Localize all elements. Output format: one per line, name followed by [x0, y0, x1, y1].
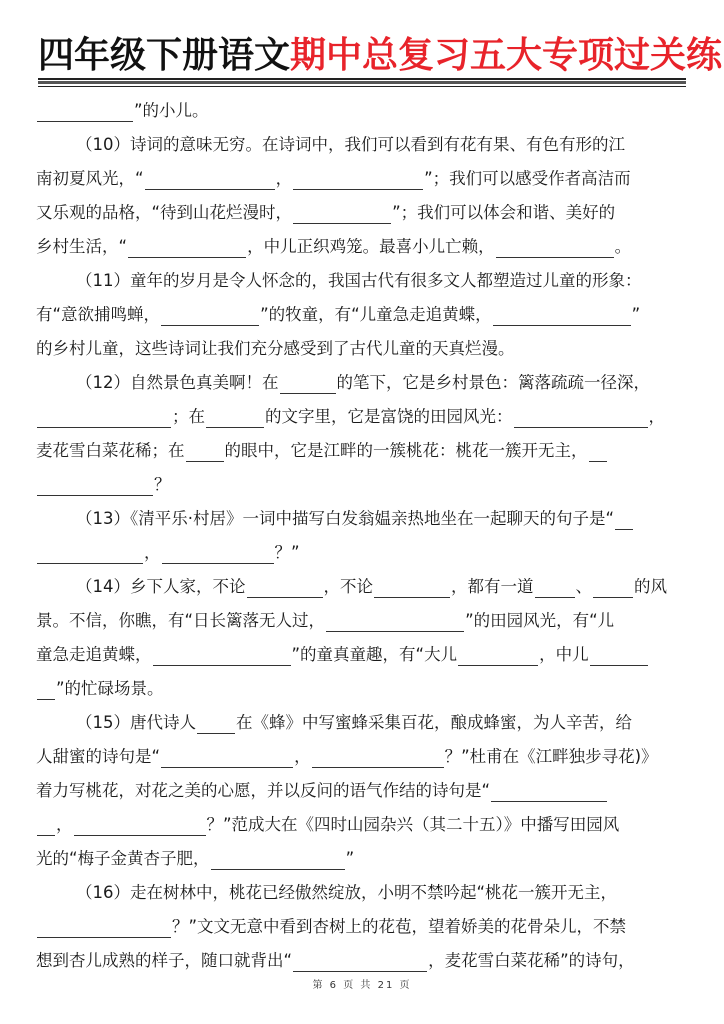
line-text: ”	[345, 849, 355, 868]
line-text: ？”杜甫在《江畔独步寻花)》	[444, 747, 658, 766]
text-line	[36, 502, 688, 536]
line-text: 着力写桃花，对花之美的心愿，并以反问的语气作结的诗句是“	[36, 781, 491, 800]
fill-in-blank[interactable]	[590, 645, 648, 666]
line-text: ”；我们可以感受作者高洁而	[424, 169, 631, 188]
line-text: 又乐观的品格，“待到山花烂漫时，	[36, 203, 293, 222]
text-line	[36, 774, 688, 808]
line-text: 的笔下，它是乡村景色：篱落疏疏一径深，	[336, 373, 650, 392]
line-text: ？”范成大在《四时山园杂兴（其二十五）》中播写田园风	[206, 815, 620, 834]
text-line	[36, 230, 688, 264]
text-line	[36, 298, 688, 332]
text-line	[36, 264, 688, 298]
line-text: ”的小儿。	[134, 101, 209, 120]
fill-in-blank[interactable]	[37, 679, 55, 700]
fill-in-blank[interactable]	[37, 101, 133, 122]
fill-in-blank[interactable]	[128, 237, 246, 258]
fill-in-blank[interactable]	[197, 713, 235, 734]
fill-in-blank[interactable]	[247, 577, 323, 598]
line-text: ？”	[274, 543, 300, 562]
fill-in-blank[interactable]	[74, 815, 206, 836]
line-text: ，不论	[323, 577, 373, 596]
line-text: ，	[648, 407, 665, 426]
line-text: ，	[294, 747, 311, 766]
fill-in-blank[interactable]	[615, 509, 633, 530]
line-text: ；在	[172, 407, 205, 426]
text-line	[36, 162, 688, 196]
fill-in-blank[interactable]	[37, 475, 153, 496]
fill-in-blank[interactable]	[535, 577, 575, 598]
text-line	[36, 638, 688, 672]
line-text: （10）诗词的意味无穷。在诗词中，我们可以看到有花有果、有色有形的江	[76, 135, 625, 154]
text-line	[36, 536, 688, 570]
line-text: 光的“梅子金黄杏子肥，	[36, 849, 210, 868]
title-rule-bottom	[38, 86, 686, 88]
text-line	[36, 468, 688, 502]
fill-in-blank[interactable]	[37, 543, 143, 564]
text-line	[36, 706, 688, 740]
text-line	[36, 910, 688, 944]
fill-in-blank[interactable]	[145, 169, 275, 190]
line-text: 人甜蜜的诗句是“	[36, 747, 161, 766]
line-text: 、	[575, 577, 592, 596]
text-line	[36, 94, 688, 128]
line-text: 想到杏儿成熟的样子，随口就背出“	[36, 951, 293, 970]
fill-in-blank[interactable]	[161, 747, 293, 768]
title-topic: 期中总复习五大专项过关练	[290, 35, 723, 76]
line-text: ，中儿	[539, 645, 589, 664]
fill-in-blank[interactable]	[293, 203, 391, 224]
line-text: （15）唐代诗人	[76, 713, 196, 732]
text-line	[36, 740, 688, 774]
fill-in-blank[interactable]	[589, 441, 607, 462]
line-text: ，麦花雪白菜花稀”的诗句，	[428, 951, 635, 970]
text-line	[36, 366, 688, 400]
fill-in-blank[interactable]	[211, 849, 345, 870]
page-title	[38, 34, 723, 78]
line-text: ”	[631, 305, 641, 324]
fill-in-blank[interactable]	[37, 815, 55, 836]
text-line	[36, 944, 688, 978]
fill-in-blank[interactable]	[293, 169, 423, 190]
line-text: ，	[144, 543, 161, 562]
fill-in-blank[interactable]	[514, 407, 648, 428]
line-text: ”的牧童，有“儿童急走追黄蝶，	[260, 305, 492, 324]
text-line	[36, 876, 688, 910]
text-line	[36, 842, 688, 876]
line-text: （14）乡下人家，不论	[76, 577, 246, 596]
fill-in-blank[interactable]	[206, 407, 264, 428]
fill-in-blank[interactable]	[491, 781, 607, 802]
line-text: ，	[275, 169, 293, 188]
line-text: ，	[56, 815, 73, 834]
title-rule-top	[38, 78, 686, 80]
fill-in-blank[interactable]	[153, 645, 291, 666]
line-text: ，中儿正织鸡笼。最喜小儿亡赖，	[247, 237, 495, 256]
line-text: 的文字里，它是富饶的田园风光：	[265, 407, 513, 426]
fill-in-blank[interactable]	[162, 543, 274, 564]
title-rule-middle	[38, 81, 686, 84]
fill-in-blank[interactable]	[37, 917, 171, 938]
title-grade-subject: 四年级下册语文	[38, 35, 291, 76]
line-text: 乡村生活，“	[36, 237, 128, 256]
fill-in-blank[interactable]	[293, 951, 427, 972]
line-text: 的乡村儿童，这些诗词让我们充分感受到了古代儿童的天真烂漫。	[36, 339, 515, 358]
line-text: 童急走追黄蝶，	[36, 645, 152, 664]
fill-in-blank[interactable]	[280, 373, 336, 394]
fill-in-blank[interactable]	[496, 237, 614, 258]
line-text: （13）《清平乐·村居》一词中描写白发翁媪亲热地坐在一起聊天的句子是“	[76, 509, 615, 528]
worksheet-body	[36, 94, 688, 978]
line-text: （16）走在树林中，桃花已经傲然绽放，小明不禁吟起“桃花一簇开无主，	[76, 883, 618, 902]
fill-in-blank[interactable]	[493, 305, 631, 326]
line-text: ”的忙碌场景。	[56, 679, 164, 698]
text-line	[36, 570, 688, 604]
line-text: 景。不信，你瞧，有“日长篱落无人过，	[36, 611, 326, 630]
line-text: 在《蜂》中写蜜蜂采集百花，酿成蜂蜜，为人辛苦，给	[236, 713, 632, 732]
line-text: ，都有一道	[451, 577, 534, 596]
text-line	[36, 128, 688, 162]
line-text: 的风	[634, 577, 667, 596]
line-text: 有“意欲捕鸣蝉，	[36, 305, 161, 324]
fill-in-blank[interactable]	[312, 747, 444, 768]
line-text: （12）自然景色真美啊！在	[76, 373, 279, 392]
text-line	[36, 808, 688, 842]
line-text: 南初夏风光，“	[36, 169, 144, 188]
text-line	[36, 196, 688, 230]
fill-in-blank[interactable]	[37, 407, 171, 428]
page-number: 第 6 页 共 21 页	[312, 980, 412, 991]
fill-in-blank[interactable]	[186, 441, 224, 462]
fill-in-blank[interactable]	[458, 645, 538, 666]
line-text: ？”文文无意中看到杏树上的花苞，望着娇美的花骨朵儿，不禁	[172, 917, 627, 936]
line-text: ？	[154, 475, 171, 494]
line-text: （11）童年的岁月是令人怀念的，我国古代有很多文人都塑造过儿童的形象：	[76, 271, 642, 290]
line-text: 。	[614, 237, 632, 256]
text-line	[36, 332, 688, 366]
text-line	[36, 400, 688, 434]
text-line	[36, 604, 688, 638]
fill-in-blank[interactable]	[161, 305, 259, 326]
fill-in-blank[interactable]	[593, 577, 633, 598]
page-header	[38, 34, 723, 88]
fill-in-blank[interactable]	[374, 577, 450, 598]
text-line	[36, 434, 688, 468]
line-text: ”；我们可以体会和谐、美好的	[392, 203, 616, 222]
text-line	[36, 672, 688, 706]
fill-in-blank[interactable]	[326, 611, 464, 632]
line-text: ”的童真童趣，有“大儿	[291, 645, 458, 664]
line-text: 的眼中，它是江畔的一簇桃花：桃花一簇开无主，	[224, 441, 588, 460]
line-text: ”的田园风光，有“儿	[465, 611, 615, 630]
line-text: 麦花雪白菜花稀；在	[36, 441, 185, 460]
